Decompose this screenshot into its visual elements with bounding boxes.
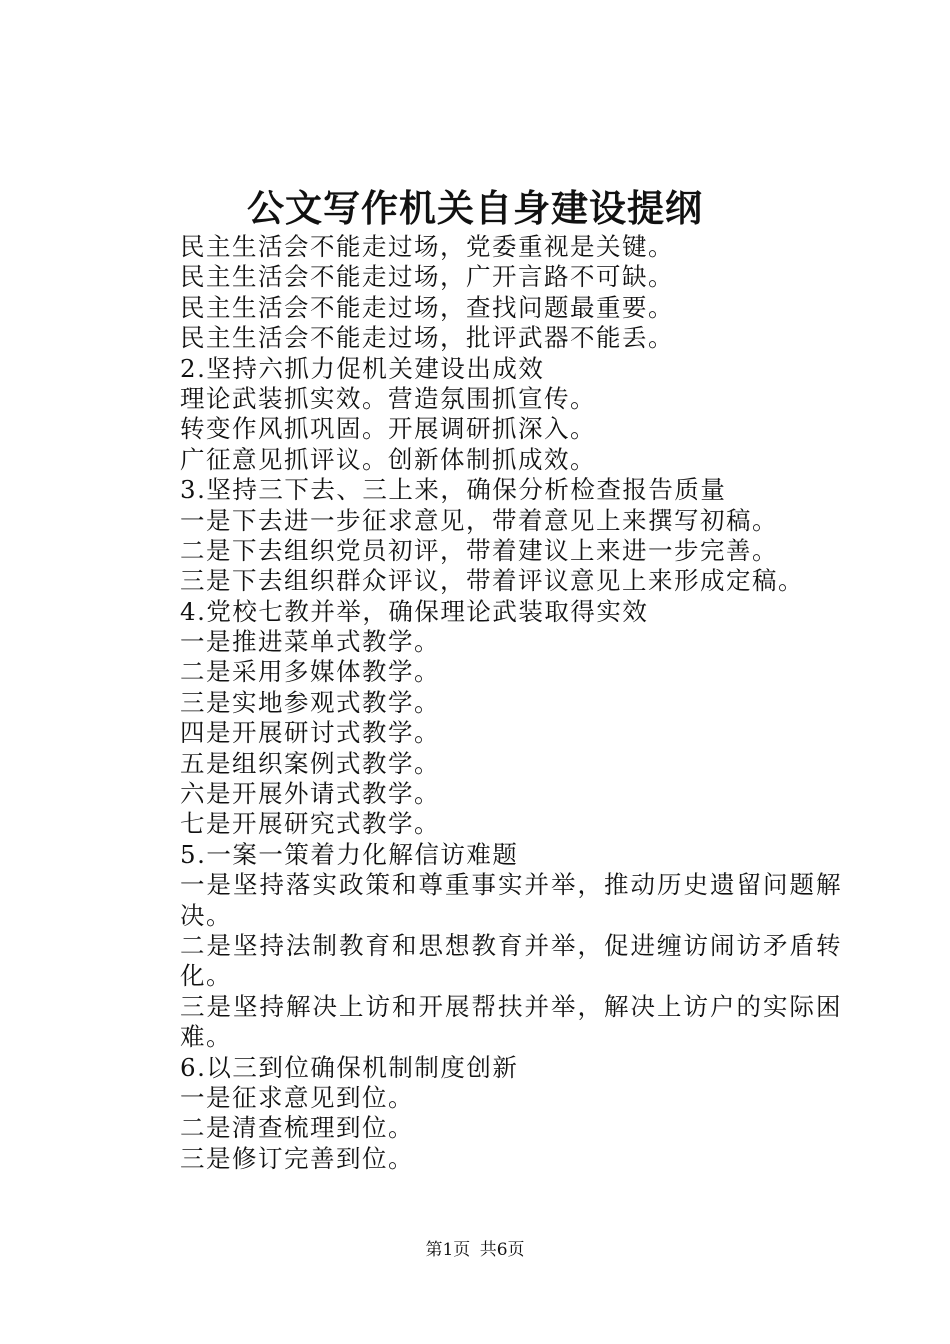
body-line: 一是征求意见到位。: [180, 1083, 414, 1113]
body-line: 二是采用多媒体教学。: [180, 657, 440, 687]
section-heading: 4.党校七教并举，确保理论武装取得实效: [180, 596, 649, 626]
page-footer: [0, 1238, 950, 1262]
body-line: 七是开展研究式教学。: [180, 809, 440, 839]
body-line: 民主生活会不能走过场，广开言路不可缺。: [180, 262, 674, 292]
section-heading: 3.坚持三下去、三上来，确保分析检查报告质量: [180, 475, 727, 505]
body-line: 广征意见抓评议。创新体制抓成效。: [180, 444, 596, 474]
body-paragraph: 一是坚持落实政策和尊重事实并举，推动历史遗留问题解决。: [180, 870, 842, 930]
body-paragraph: 二是坚持法制教育和思想教育并举，促进缠访闹访矛盾转化。: [180, 931, 842, 991]
document-body: [130, 232, 842, 1174]
body-line: 二是下去组织党员初评，带着建议上来进一步完善。: [180, 535, 778, 565]
body-line: 民主生活会不能走过场，党委重视是关键。: [180, 232, 674, 261]
section-heading: 6.以三到位确保机制制度创新: [180, 1052, 519, 1082]
page-total: 共6页: [479, 1240, 525, 1260]
body-line: 理论武装抓实效。营造氛围抓宣传。: [180, 383, 596, 413]
body-line: 一是推进菜单式教学。: [180, 627, 440, 657]
body-line: 转变作风抓巩固。开展调研抓深入。: [180, 414, 596, 444]
body-line: 三是实地参观式教学。: [180, 687, 440, 717]
body-line: 民主生活会不能走过场，查找问题最重要。: [180, 292, 674, 322]
body-paragraph: 三是坚持解决上访和开展帮扶并举，解决上访户的实际困难。: [180, 991, 842, 1052]
body-line: 三是下去组织群众评议，带着评议意见上来形成定稿。: [180, 566, 804, 596]
page-number: 第1页: [425, 1240, 471, 1260]
document-title: 公文写作机关自身建设提纲: [247, 186, 703, 230]
body-line: 一是下去进一步征求意见，带着意见上来撰写初稿。: [180, 505, 778, 535]
body-line: 六是开展外请式教学。: [180, 779, 440, 809]
section-heading: 2.坚持六抓力促机关建设出成效: [180, 353, 545, 383]
body-line: 四是开展研讨式教学。: [180, 718, 440, 748]
body-line: 三是修订完善到位。: [180, 1143, 414, 1173]
body-line: 民主生活会不能走过场，批评武器不能丢。: [180, 323, 674, 353]
body-line: 五是组织案例式教学。: [180, 748, 440, 778]
body-line: 二是清查梳理到位。: [180, 1113, 414, 1143]
section-heading: 5.一案一策着力化解信访难题: [180, 839, 519, 869]
